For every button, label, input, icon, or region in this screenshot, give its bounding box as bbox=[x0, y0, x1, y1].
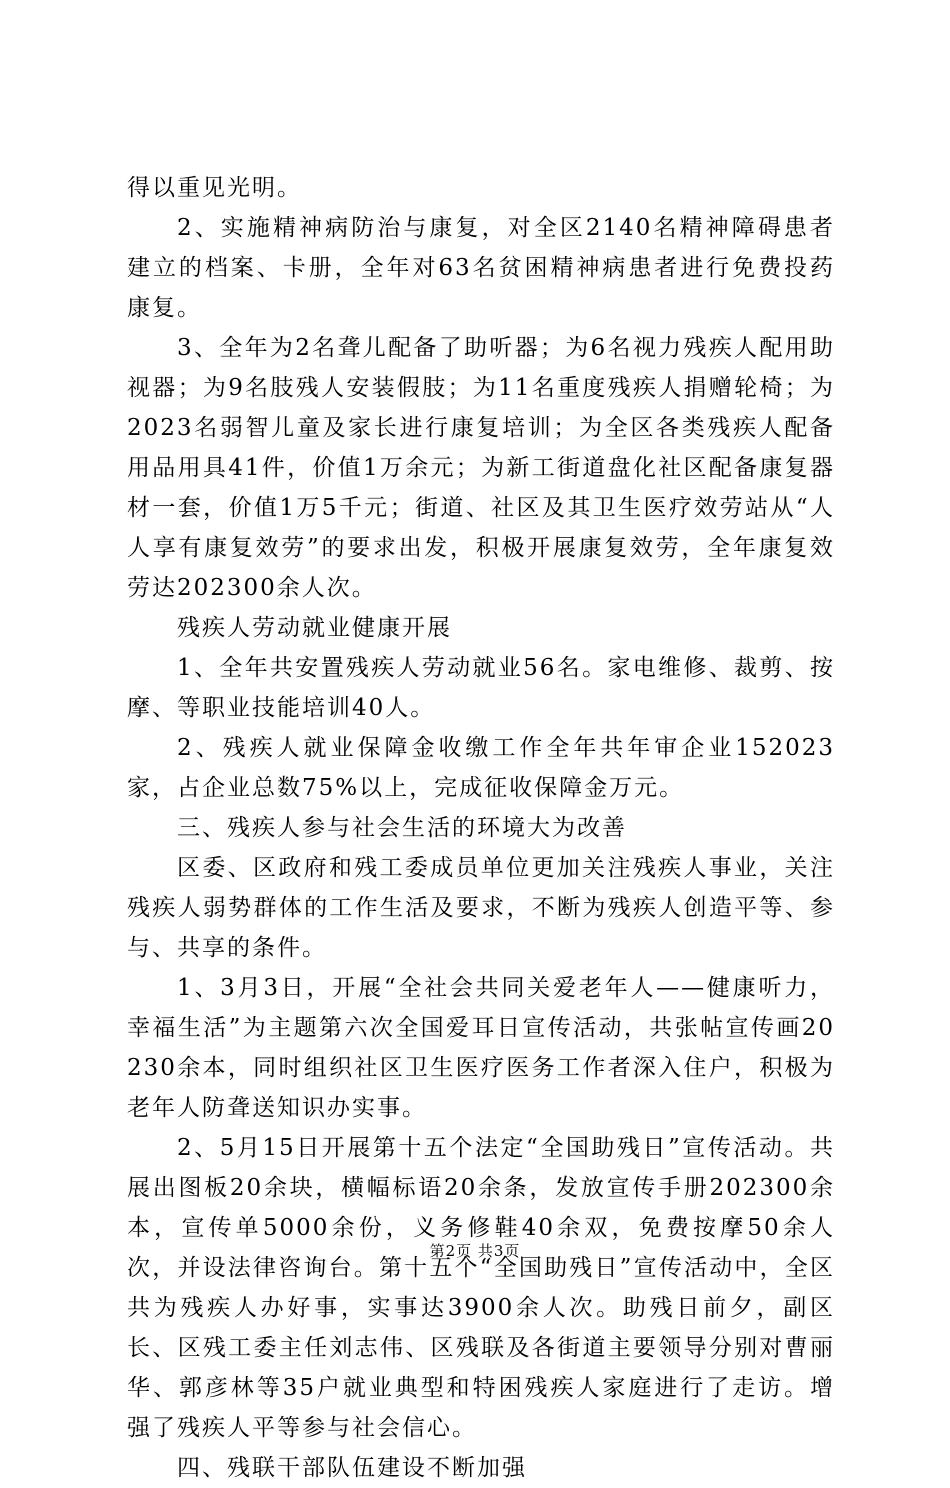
section-heading-social-life: 三、残疾人参与社会生活的环境大为改善 bbox=[177, 815, 627, 841]
paragraph-5: 1、全年共安置残疾人劳动就业56名。家电维修、裁剪、按摩、等职业技能培训40人。 bbox=[127, 655, 835, 721]
paragraph-10: 2、5月15日开展第十五个法定“全国助残日”宣传活动。共展出图板20余块，横幅标语20余条，发放宣传手册202300余本，宣传单5000余份，义务修鞋40余双，免费按摩50余人次，并设法律咨询台。第十五个“全国助残日”宣传活动中，全区共为残疾人办好事，实事达3900余人次。助残日前夕，副区长、区残工委主任刘志伟、区残联及各街道主要领导分别对曹丽华、郭彦林等35户就业典型和特困残疾人家庭进行了走访。增强了残疾人平等参与社会信心。 bbox=[127, 1135, 835, 1441]
paragraph-2: 2、实施精神病防治与康复，对全区2140名精神障碍患者建立的档案、卡册，全年对63名贫困精神病患者进行免费投药康复。 bbox=[127, 215, 835, 321]
paragraph-6: 2、残疾人就业保障金收缴工作全年共年审企业152023家，占企业总数75%以上，完成征收保障金万元。 bbox=[127, 735, 835, 801]
paragraph-1: 得以重见光明。 bbox=[127, 175, 302, 201]
paragraph-3: 3、全年为2名聋儿配备了助听器；为6名视力残疾人配用助视器；为9名肢残人安装假肢；为11名重度残疾人捐赠轮椅；为2023名弱智儿童及家长进行康复培训；为全区各类残疾人配备用品用具41件，价值1万余元；为新工街道盘化社区配备康复器材一套，价值1万5千元；街道、社区及其卫生医疗效劳站从“人人享有康复效劳”的要求出发，积极开展康复效劳，全年康复效劳达202300余人次。 bbox=[127, 335, 835, 601]
paragraph-9: 1、3月3日，开展“全社会共同关爱老年人——健康听力，幸福生活”为主题第六次全国爱耳日宣传活动，共张帖宣传画20230余本，同时组织社区卫生医疗医务工作者深入住户，积极为老年人防聋送知识办实事。 bbox=[127, 975, 835, 1121]
section-heading-employment: 残疾人劳动就业健康开展 bbox=[177, 615, 452, 641]
section-heading-staff: 四、残联干部队伍建设不断加强 bbox=[177, 1455, 527, 1481]
page-number-label: 第2页 共3页 bbox=[429, 1242, 521, 1260]
page-footer bbox=[0, 1240, 950, 1261]
paragraph-8: 区委、区政府和残工委成员单位更加关注残疾人事业，关注残疾人弱势群体的工作生活及要求，不断为残疾人创造平等、参与、共享的条件。 bbox=[127, 855, 835, 961]
document-body bbox=[127, 168, 835, 1488]
